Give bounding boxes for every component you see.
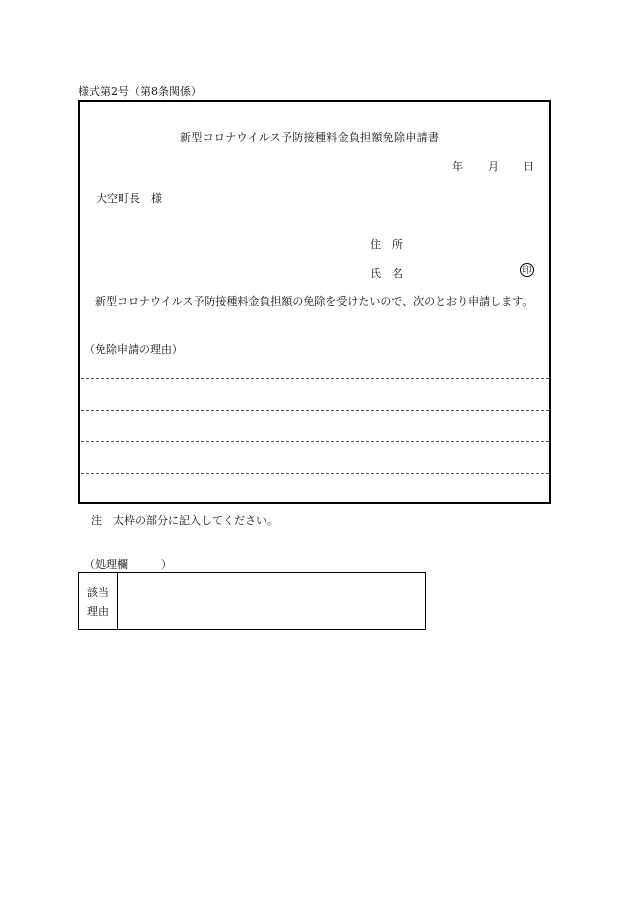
date-year-label: 年 [452,160,463,173]
processing-divider [117,572,118,630]
seal-mark: 印 [520,263,534,277]
application-statement: 新型コロナウイルス予防接種料金負担額の免除を受けたいので、次のとおり申請します。 [95,295,534,308]
processing-table [78,572,426,630]
instruction-note: 注 太枠の部分に記入してください。 [91,514,278,527]
processing-reason-label: 該当理由 [87,586,109,618]
reason-line[interactable] [81,473,549,474]
reason-heading: （免除申請の理由） [84,343,183,356]
reason-line[interactable] [81,378,549,379]
date-day-label: 日 [523,160,534,173]
date-month-label: 月 [488,160,499,173]
form-number: 様式第2号（第8条関係） [78,85,202,98]
name-label: 氏 名 [370,267,403,280]
address-label: 住 所 [370,238,403,251]
processing-heading: （処理欄 ） [84,558,172,571]
reason-line[interactable] [81,410,549,411]
addressee: 大空町長 様 [96,192,162,205]
form-title: 新型コロナウイルス予防接種料金負担額免除申請書 [180,131,440,144]
reason-line[interactable] [81,441,549,442]
